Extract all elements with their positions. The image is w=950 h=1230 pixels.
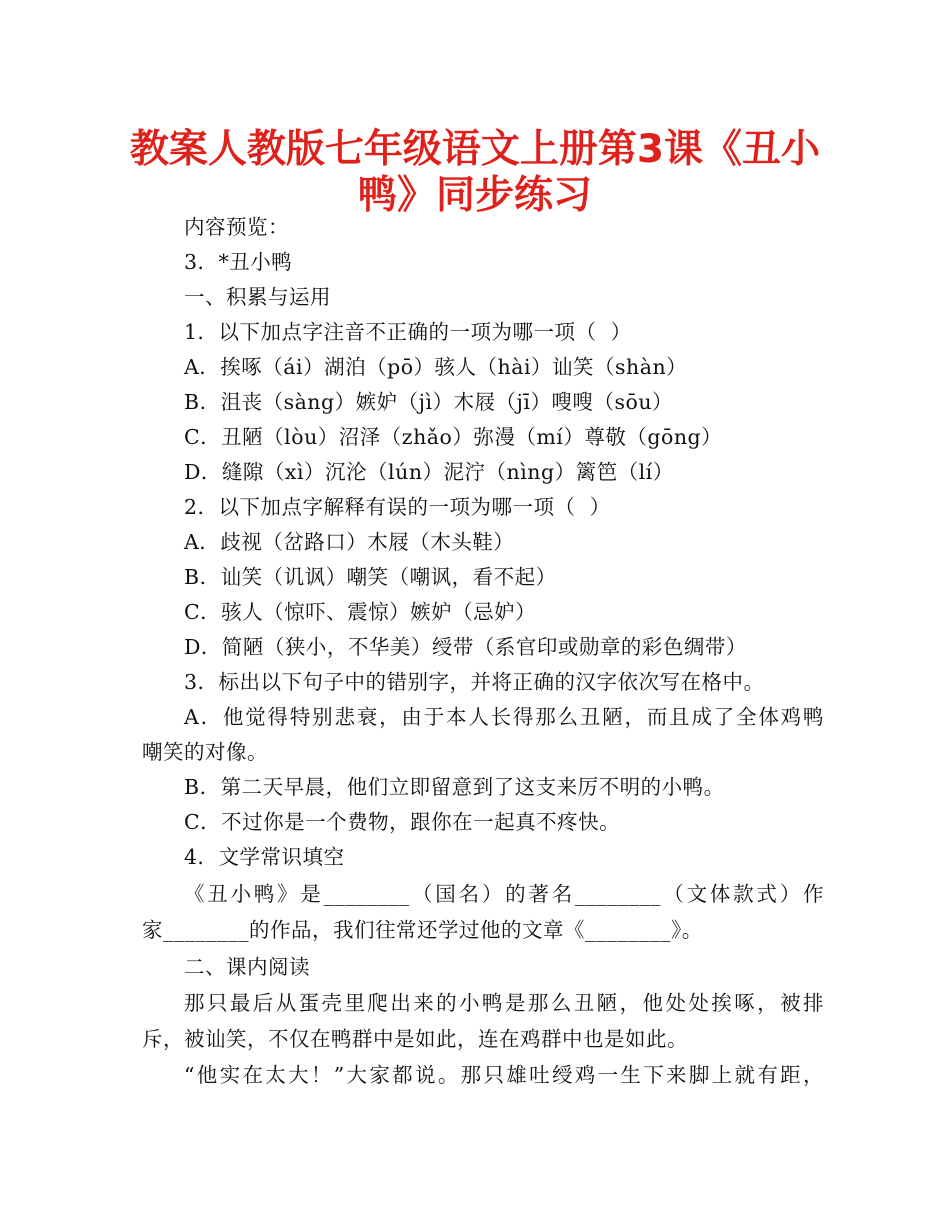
q1-option-c: C．丑陋（lòu）沼泽（zhǎo）弥漫（mí）尊敬（gōng） bbox=[184, 425, 723, 449]
q4-fill-blank-line-1: 《丑小鸭》是________（国名）的著名________（文体款式）作 bbox=[184, 882, 824, 906]
q3-sentence-a-line-1: A．他觉得特别悲衰，由于本人长得那么丑陋，而且成了全体鸡鸭 bbox=[184, 705, 824, 729]
reading-paragraph-2-line-1: “他实在太大！”大家都说。那只雄吐绶鸡一生下来脚上就有距， bbox=[184, 1063, 824, 1087]
q1-option-b: B．沮丧（sàng）嫉妒（jì）木屐（jī）嗖嗖（sōu） bbox=[184, 390, 674, 414]
question-3: 3．标出以下句子中的错别字，并将正确的汉字依次写在格中。 bbox=[184, 670, 765, 694]
q4-fill-blank-line-2: 家________的作品，我们往常还学过他的文章《________》。 bbox=[142, 918, 703, 942]
reading-paragraph-1-line-2: 斥，被讪笑，不仅在鸭群中是如此，连在鸡群中也是如此。 bbox=[142, 1027, 688, 1051]
section-heading-2: 二、课内阅读 bbox=[184, 955, 310, 979]
preview-label: 内容预览： bbox=[184, 215, 289, 239]
q2-option-a: A．歧视（岔路口）木屐（木头鞋） bbox=[184, 530, 515, 554]
question-2: 2．以下加点字解释有误的一项为哪一项（ ） bbox=[184, 495, 611, 519]
q2-option-b: B．讪笑（讥讽）嘲笑（嘲讽，看不起） bbox=[184, 565, 557, 589]
q2-option-d: D．简陋（狭小，不华美）绶带（系官印或勋章的彩色绸带） bbox=[184, 635, 747, 659]
q3-sentence-c: C．不过你是一个费物，跟你在一起真不疼快。 bbox=[184, 810, 621, 834]
question-4: 4．文学常识填空 bbox=[184, 845, 345, 869]
question-1: 1．以下加点字注音不正确的一项为哪一项（ ） bbox=[184, 320, 632, 344]
document-title-line-2: 鸭》同步练习 bbox=[357, 173, 592, 218]
section-heading-1: 一、积累与运用 bbox=[184, 285, 331, 309]
document-title-line-1: 教案人教版七年级语文上册第3课《丑小 bbox=[129, 127, 821, 172]
q1-option-a: A．挨啄（ái）湖泊（pō）骇人（hài）讪笑（shàn） bbox=[184, 355, 688, 379]
lesson-heading: 3．*丑小鸭 bbox=[184, 250, 293, 274]
q2-option-c: C．骇人（惊吓、震惊）嫉妒（忌妒） bbox=[184, 600, 537, 624]
q3-sentence-a-line-2: 嘲笑的对像。 bbox=[142, 740, 268, 764]
reading-paragraph-1-line-1: 那只最后从蛋壳里爬出来的小鸭是那么丑陋，他处处挨啄，被排 bbox=[184, 991, 824, 1015]
q3-sentence-b: B．第二天早晨，他们立即留意到了这支来厉不明的小鸭。 bbox=[184, 775, 725, 799]
q1-option-d: D．缝隙（xì）沉沦（lún）泥泞（nìng）篱笆（lí） bbox=[184, 460, 674, 484]
